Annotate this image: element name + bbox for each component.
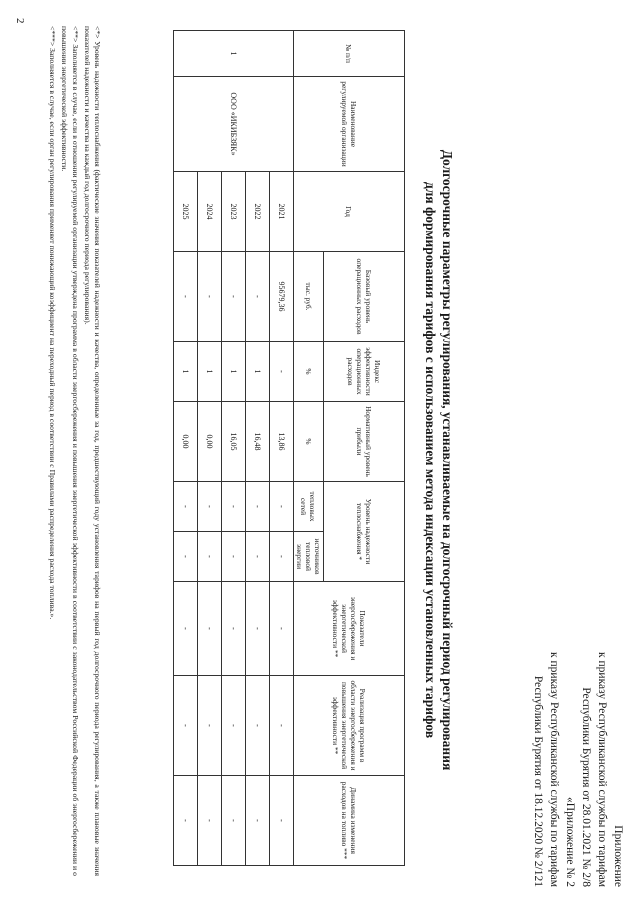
- header-org: Наименование регулируемой организации: [294, 77, 405, 172]
- cell-index: 1: [198, 342, 222, 402]
- cell-rel-networks: -: [174, 482, 198, 532]
- unit-base: тыс. руб.: [294, 252, 324, 342]
- title-line-1: Долгосрочные параметры регулирования, устанавливаемые на долгосрочный период регулирования: [440, 149, 455, 771]
- cell-rel-networks: -: [270, 482, 294, 532]
- cell-year: 2024: [198, 172, 222, 252]
- cell-rel-sources: -: [198, 532, 222, 582]
- cell-index: 1: [246, 342, 270, 402]
- cell-profit: 13,86: [270, 402, 294, 482]
- cell-year: 2022: [246, 172, 270, 252]
- regulation-parameters-table: [173, 30, 405, 866]
- org-number: 1: [174, 31, 294, 77]
- cell-rel-networks: -: [222, 482, 246, 532]
- cell-rel-sources: -: [246, 532, 270, 582]
- header-reliability-networks: тепловых сетей: [294, 482, 324, 532]
- cell-program: -: [270, 676, 294, 776]
- cell-rel-sources: -: [174, 532, 198, 582]
- footnote-reliability: <*> Уровень надежности теплоснабжения (фактические значения показателей надежности и качества, определенные за год, предшествующий году установления тарифов на первый год долгосрочного периода регулирования, а также плановые значения показателей надежности и качества на каждый год долгосрочного периода регулирования).: [82, 26, 102, 876]
- document-title: [422, 80, 456, 840]
- header-energy-program: Реализация программ в области энергосбережения и повышения энергетической эффективности **: [294, 676, 405, 776]
- unit-index: %: [294, 342, 324, 402]
- header-efficiency-index: Индекс эффективности операционных расходов: [324, 342, 405, 402]
- cell-energy: -: [246, 582, 270, 676]
- cell-year: 2021: [270, 172, 294, 252]
- cell-energy: -: [198, 582, 222, 676]
- org-name: ООО «ИКИБЗЯК»: [174, 77, 294, 172]
- cell-index: -: [270, 342, 294, 402]
- cell-profit: 0,00: [174, 402, 198, 482]
- header-line-5: к приказу Республиканской службы по тарифам: [548, 652, 560, 887]
- footnotes: [45, 26, 102, 876]
- header-year: Год: [294, 172, 405, 252]
- title-line-2: для формирования тарифов с использованием метода индексации установленных тарифов: [423, 181, 438, 739]
- table-row: [270, 31, 294, 866]
- header-line-3: Республики Бурятия от 28.01.2021 № 2/8: [580, 687, 592, 887]
- cell-index: 1: [174, 342, 198, 402]
- cell-program: -: [174, 676, 198, 776]
- appendix-header: [530, 652, 626, 887]
- header-line-2: к приказу Республиканской службы по тарифам: [596, 652, 608, 887]
- cell-profit: 16,48: [246, 402, 270, 482]
- unit-profit: %: [294, 402, 324, 482]
- cell-dynamics: -: [198, 776, 222, 866]
- cell-base: -: [174, 252, 198, 342]
- cell-base: -: [246, 252, 270, 342]
- cell-dynamics: -: [246, 776, 270, 866]
- header-num: № п/п: [294, 31, 405, 77]
- cell-profit: 16,05: [222, 402, 246, 482]
- cell-rel-sources: -: [270, 532, 294, 582]
- header-reliability-sources: источников тепловой энергии: [294, 532, 324, 582]
- cell-profit: 0,00: [198, 402, 222, 482]
- cell-rel-networks: -: [246, 482, 270, 532]
- cell-index: 1: [222, 342, 246, 402]
- header-fuel-dynamics: Динамика изменения расходов на топливо ***: [294, 776, 405, 866]
- header-profit-level: Нормативный уровень прибыли: [324, 402, 405, 482]
- cell-program: -: [246, 676, 270, 776]
- cell-base: 95679,36: [270, 252, 294, 342]
- header-energy-indicators: Показатели энергосбережения и энергетической эффективности **: [294, 582, 405, 676]
- cell-rel-sources: -: [222, 532, 246, 582]
- cell-rel-networks: -: [198, 482, 222, 532]
- cell-dynamics: -: [174, 776, 198, 866]
- cell-program: -: [198, 676, 222, 776]
- cell-dynamics: -: [270, 776, 294, 866]
- footnote-energy-program: <**> Заполняется в случае, если в отношении регулируемой организации утверждена программа в области энергосбережения и повышения энергетической эффективности в соответствии с законодательством Российской Федерации об энергосбережении и о повышении энергетической эффективности.: [60, 26, 80, 876]
- cell-energy: -: [222, 582, 246, 676]
- cell-year: 2025: [174, 172, 198, 252]
- cell-dynamics: -: [222, 776, 246, 866]
- cell-energy: -: [174, 582, 198, 676]
- cell-year: 2023: [222, 172, 246, 252]
- header-line-1: Приложение: [612, 825, 624, 887]
- page-number: 2: [14, 18, 26, 24]
- cell-program: -: [222, 676, 246, 776]
- cell-base: -: [222, 252, 246, 342]
- cell-base: -: [198, 252, 222, 342]
- header-reliability: Уровень надежности теплоснабжения *: [324, 482, 405, 582]
- header-line-6: Республики Бурятия от 18.12.2020 № 2/121: [532, 675, 544, 887]
- cell-energy: -: [270, 582, 294, 676]
- header-base-opex: Базовый уровень операционных расходов: [324, 252, 405, 342]
- header-line-4: «Приложение № 2: [564, 797, 576, 887]
- footnote-fuel: <***> Заполняется в случае, если орган регулирования применяет понижающий коэффициент на переходный период в соответствии с Правилами распределения расхода топлива.».: [48, 26, 58, 620]
